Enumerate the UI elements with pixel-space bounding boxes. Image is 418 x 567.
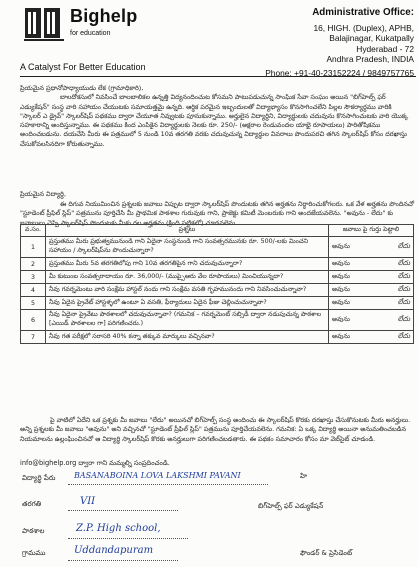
class-line <box>68 510 178 511</box>
salutation-student: ప్రియమైన విద్యార్థి, <box>20 190 66 198</box>
organization-name: బిగ్‌హెల్ప్ ఫర్ ఎడ్యుకేషన్ <box>258 502 324 510</box>
table-header-row <box>21 225 414 237</box>
answer-cell[interactable] <box>329 258 414 271</box>
address-line: Hyderabad - 72 <box>356 43 414 54</box>
intro-section <box>20 84 414 149</box>
header-divider <box>20 76 416 77</box>
answer-yes[interactable]: అవును <box>332 272 350 280</box>
address-line: 16, HIGH. (Duplex), APHB, <box>313 22 414 33</box>
student-instructions: ఈ దిగువ నియుమించిన ప్రశ్నలకు జవాబు విప్పుట ద్వారా స్కాలర్‌షిప్ పొందుటకు తగిన అర్హతను నిర్ధారించుకోగలరు. ఒక వేళ అర్హతను పొందినచో "స్టూడెంట్ ప్రీఫిల్ స్లిప్" పత్రమును పూర్తిచేసి మీ ప్రాథమిక పాఠశాల గురువుకు గాని, ప్రాజెక్టు కమిటీ మెంబరుకు గాని అందజేయవలెను. "అవును - లేదు" కు జవాబులు చెప్పి స్కాలర్‌షిప్ పొందుటకు మీకు గల అర్హతను (క్రింది పట్టికలో) చూడవలెను. <box>20 200 414 227</box>
intro-paragraph: బాలదోకసులో నివసించే బాలబాలికల ఉన్నత్తి విద్యనందించుట కోసమని పాటుపడుచున్న సాంఘిక సేవా సంఘం అయిన "బిగ్‌హెల్ప్ ఫర్ ఎడ్యుకేషన్" సంస్థ వారి సహాయం చేయుటకు సమాయత్తమై ఉన్నది. ఆర్థిక పరమైన ఇబ్బందులతో విద్యాభ్యాసం కొనసాగించలేని పిల్లల సౌకర్యార్థము వారికి "స్కాలర్ ఎ డ్రైవ్" స్కాలర్‌షిప్ పథకము ద్వారా చేయూత నివ్వుటకు పూనుకున్నాము. అర్హులైన విద్యార్థిని, విద్యార్థులకు చదువును కొనసాగించుటకు వారి యొక్క సహకారాన్ని అందిస్తున్నాము. ఈ పథకము కింద ఎంపికైన విద్యార్థులకు నెలకు రూ. 250/- (అక్షరాల రెండువందల యాభై రూపాయలు) పారితోషికము అందించబడును. దయచేసి మీరు ఈ పత్రములో 5 నుండి 10వ తరగతి వరకు చదువుచున్న విద్యార్థుల వివరాలు పొందుపరచి తగిన స్కాలర్‌షిప్ కోసం దరఖాస్తు చేసుకోవలసినదిగా కోరుతున్నాము. <box>20 93 409 148</box>
office-address <box>244 8 414 78</box>
answer-yes[interactable]: అవును <box>332 259 350 267</box>
answer-no-marked[interactable]: లేదు <box>397 285 410 293</box>
answer-cell[interactable] <box>329 297 414 310</box>
phone-number: Phone: +91-40-23152224 / 9849757765 <box>265 67 414 78</box>
answer-cell[interactable] <box>329 271 414 284</box>
answer-cell[interactable] <box>329 237 414 258</box>
answer-yes[interactable]: అవును <box>332 242 350 250</box>
student-name-line <box>68 484 268 485</box>
village-line <box>68 560 178 561</box>
address-line: Balajinagar, Kukatpally <box>329 33 414 43</box>
village-label: గ్రామము <box>22 549 46 557</box>
answer-no-marked[interactable]: లేదు <box>397 259 410 267</box>
answer-yes[interactable]: అవును <box>332 298 350 306</box>
class-label: తరగతి <box>22 500 42 508</box>
row-number: 7 <box>21 331 46 344</box>
table-row <box>21 258 414 271</box>
col-header-answer: జవాబు పై గుర్తు పెట్టాలి <box>329 225 414 237</box>
col-header-questions: ప్రశ్నలు <box>46 225 329 237</box>
table-row <box>21 237 414 258</box>
question-text: ప్రస్తుతము మీరు 5వ తరగతిలోపు గాని 10వ తరగతిపైన గాని చదువుచున్నారా? <box>46 258 329 271</box>
office-title: Administrative Office: <box>312 7 414 18</box>
question-text: నీవు గత పరీక్షలో సరాసరి 40% కన్నా తక్కువ మార్కులు వచ్చినవా? <box>46 331 329 344</box>
table-row <box>21 331 414 344</box>
table-row <box>21 297 414 310</box>
row-number: 1 <box>21 237 46 258</box>
row-number: 5 <box>21 297 46 310</box>
brand-name: Bighelp <box>70 6 138 26</box>
student-name-value[interactable]: BASANABOINA LOVA LAKSHMI PAVANI <box>74 471 241 480</box>
question-text: ప్రస్తుతము మీరు ప్రభుత్వమునుండి గాని ఏదైనా సంస్థనుండి గాని సంవత్సరమునకు రూ. 500/-లకు మించని సహాయం / స్కాలర్‌షిప్‌ను పొందుచున్నారా? <box>46 237 329 258</box>
eligibility-note: పై వాటిలో ఏదేని ఒక ప్రశ్నకు మీ జవాబు "లేదు" అయినచో బిగ్‌హెల్ప్ సంస్థ అందించు ఈ స్కాలర్‌షిప్ కొరకు దరఖాస్తు చేసుకొనుటకు మీరు అనర్హులు. అన్ని ప్రశ్నలకు మీ జవాబు "అవును" అని వచ్చినచో "స్టూడెంట్ ప్రీఫిల్ స్లిప్" పత్రమును పూర్తిచేయవలెను. గమనిక: ఏ ఒక్క విద్యార్థి అయినా అనుమతించబడిన నియమాలను ఉల్లంఘించినచో ఆ విద్యార్థి స్కాలర్‌షిప్ కొరకు అనర్హులుగా పరిగణించబడతారు. ఈ పథకం సమాచారం కోసం మా వెబ్‌సైట్ చూడండి. <box>20 416 411 443</box>
row-number: 3 <box>21 271 46 284</box>
address-line: Andhra Pradesh, INDIA <box>326 54 414 64</box>
tagline: A Catalyst For Better Education <box>20 62 146 72</box>
col-header-number: వ.సం. <box>21 225 46 237</box>
row-number: 2 <box>21 258 46 271</box>
question-text: నీవు గవర్నమెంటు వారి సంక్షేమ హాస్టల్ నందు గాని సంక్షేమ వసతి గృహమునందు గాని నివసించుచున్నావా? <box>46 284 329 297</box>
answer-no-marked[interactable]: లేదు <box>397 272 410 280</box>
answer-cell[interactable] <box>329 284 414 297</box>
village-value[interactable]: Uddandapuram <box>74 545 154 556</box>
question-text: నీవు ఏదైనా ప్రైవేటు పాఠశాలలో చదువుచున్నావా? (గమనిక – గవర్నమెంట్ సబ్సిడీ ద్వారా నడుపుచున్న పాఠశాల [ఎయిడ్ పాఠశాలల గా] పరిగణించరు.) <box>46 310 329 331</box>
contact-email-line: info@bighelp.org ద్వారా గాని మమ్మల్ని సంప్రదించండి. <box>20 459 170 467</box>
brand-subtitle: for education <box>70 30 111 37</box>
eligibility-table <box>20 224 414 344</box>
answer-yes[interactable]: అవును <box>332 332 350 340</box>
school-line <box>68 538 188 539</box>
answer-cell[interactable] <box>329 310 414 331</box>
table-row <box>21 310 414 331</box>
answer-yes[interactable]: అవును <box>332 315 350 323</box>
answer-yes[interactable]: అవును <box>332 285 350 293</box>
class-value[interactable]: VII <box>80 496 96 507</box>
answer-no-marked[interactable]: లేదు <box>397 242 410 250</box>
row-number: 6 <box>21 310 46 331</box>
student-name-label: విద్యార్థి పేరు <box>22 474 56 482</box>
table-row <box>21 284 414 297</box>
question-text: మీ కుటుంబ సంవత్సరాదాయం రూ. 36,000/- (ముప్పైఆరు వేల రూపాయలు) మించియున్నదా? <box>46 271 329 284</box>
answer-no-marked[interactable]: లేదు <box>397 315 410 323</box>
row-number: 4 <box>21 284 46 297</box>
answer-no-marked[interactable]: లేదు <box>397 298 410 306</box>
school-value[interactable]: Z.P. High school, <box>76 523 161 534</box>
school-label: పాఠశాల <box>22 527 45 535</box>
answer-no-marked[interactable]: లేదు <box>397 332 410 340</box>
table-row <box>21 271 414 284</box>
founder-title: ఫౌండర్ & ప్రెసిడెంట్ <box>300 549 353 557</box>
bighelp-logo-icon <box>22 4 66 44</box>
question-text: నీవు ఏదైన ప్రైవేట్ హాస్టళ్ళలో ఉంటూ ఏ వసతి, ఫీర్యాదులు ఏదైన ఫీజు చెల్లించుచున్నావా? <box>46 297 329 310</box>
answer-cell[interactable] <box>329 331 414 344</box>
salutation-headmaster: ప్రియమైన ప్రధానోపాధ్యాయుడు లేక (గ్రామాధికారి), <box>20 84 144 92</box>
signature-mark: హి <box>300 472 308 480</box>
